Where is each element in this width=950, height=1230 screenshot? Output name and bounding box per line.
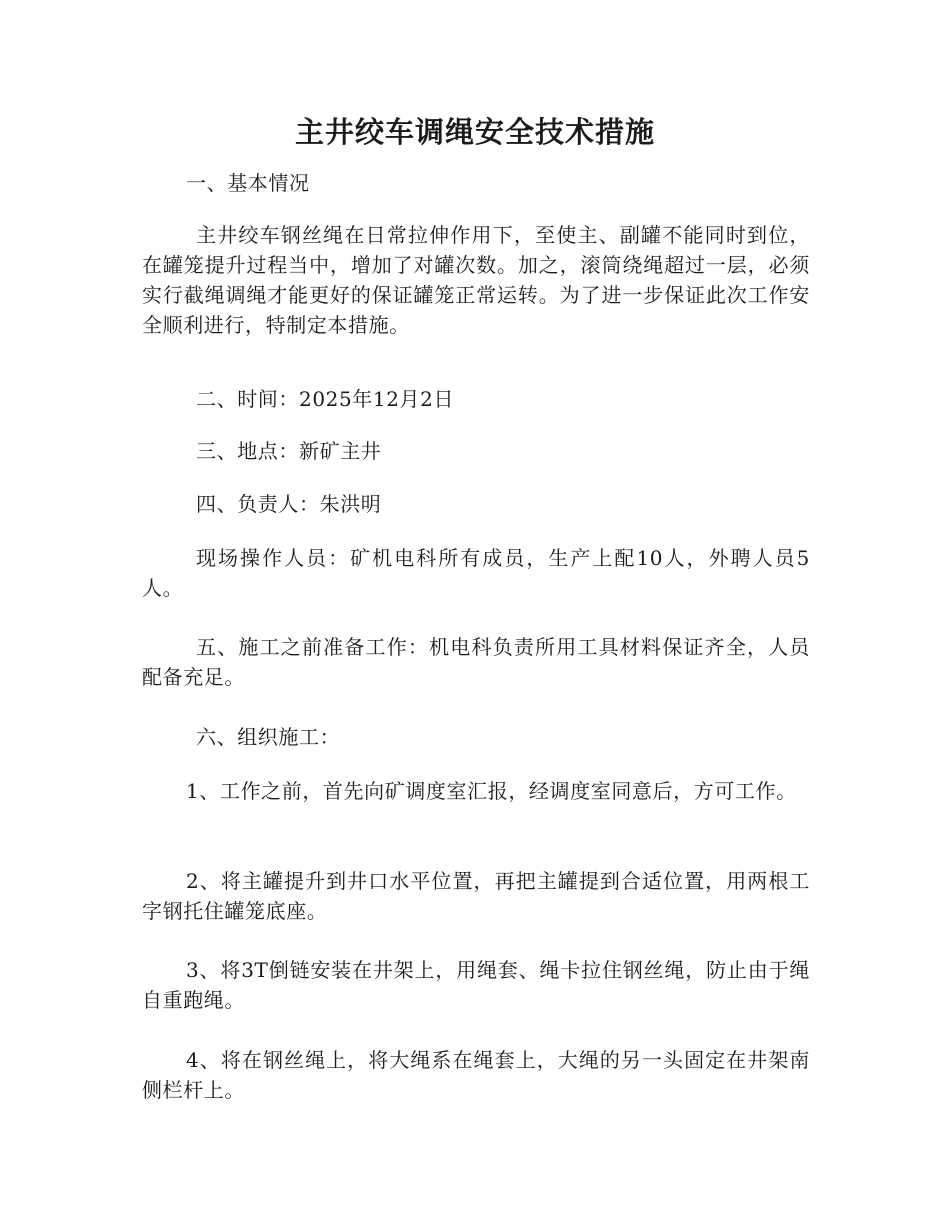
paragraph-field-staff: 现场操作人员：矿机电科所有成员，生产上配10人，外聘人员5人。 [142,546,810,600]
paragraph-organize-construction: 六、组织施工： [196,725,341,749]
list-item-step-3: 3、将3T倒链安装在井架上，用绳套、绳卡拉住钢丝绳，防止由于绳自重跑绳。 [142,958,810,1012]
paragraph-preparation: 五、施工之前准备工作：机电科负责所用工具材料保证齐全，人员配备充足。 [142,635,810,689]
paragraph-location: 三、地点：新矿主井 [196,439,382,463]
list-item-step-1: 1、工作之前，首先向矿调度室汇报，经调度室同意后，方可工作。 [186,779,797,803]
section-heading-basic: 一、基本情况 [186,171,310,195]
list-item-step-4: 4、将在钢丝绳上，将大绳系在绳套上，大绳的另一头固定在井架南侧栏杆上。 [142,1048,810,1102]
paragraph-person-in-charge: 四、负责人：朱洪明 [196,492,382,516]
list-item-step-2: 2、将主罐提升到井口水平位置，再把主罐提到合适位置，用两根工字钢托住罐笼底座。 [142,869,810,923]
paragraph-basic-info: 主井绞车钢丝绳在日常拉伸作用下，至使主、副罐不能同时到位，在罐笼提升过程当中，增加了对罐次数。加之，滚筒绕绳超过一层，必须实行截绳调绳才能更好的保证罐笼正常运转。为了进一步保证此次工作安全顺利进行，特制定本措施。 [142,223,810,337]
paragraph-time: 二、时间：2025年12月2日 [196,387,455,411]
document-title: 主井绞车调绳安全技术措施 [294,115,655,149]
